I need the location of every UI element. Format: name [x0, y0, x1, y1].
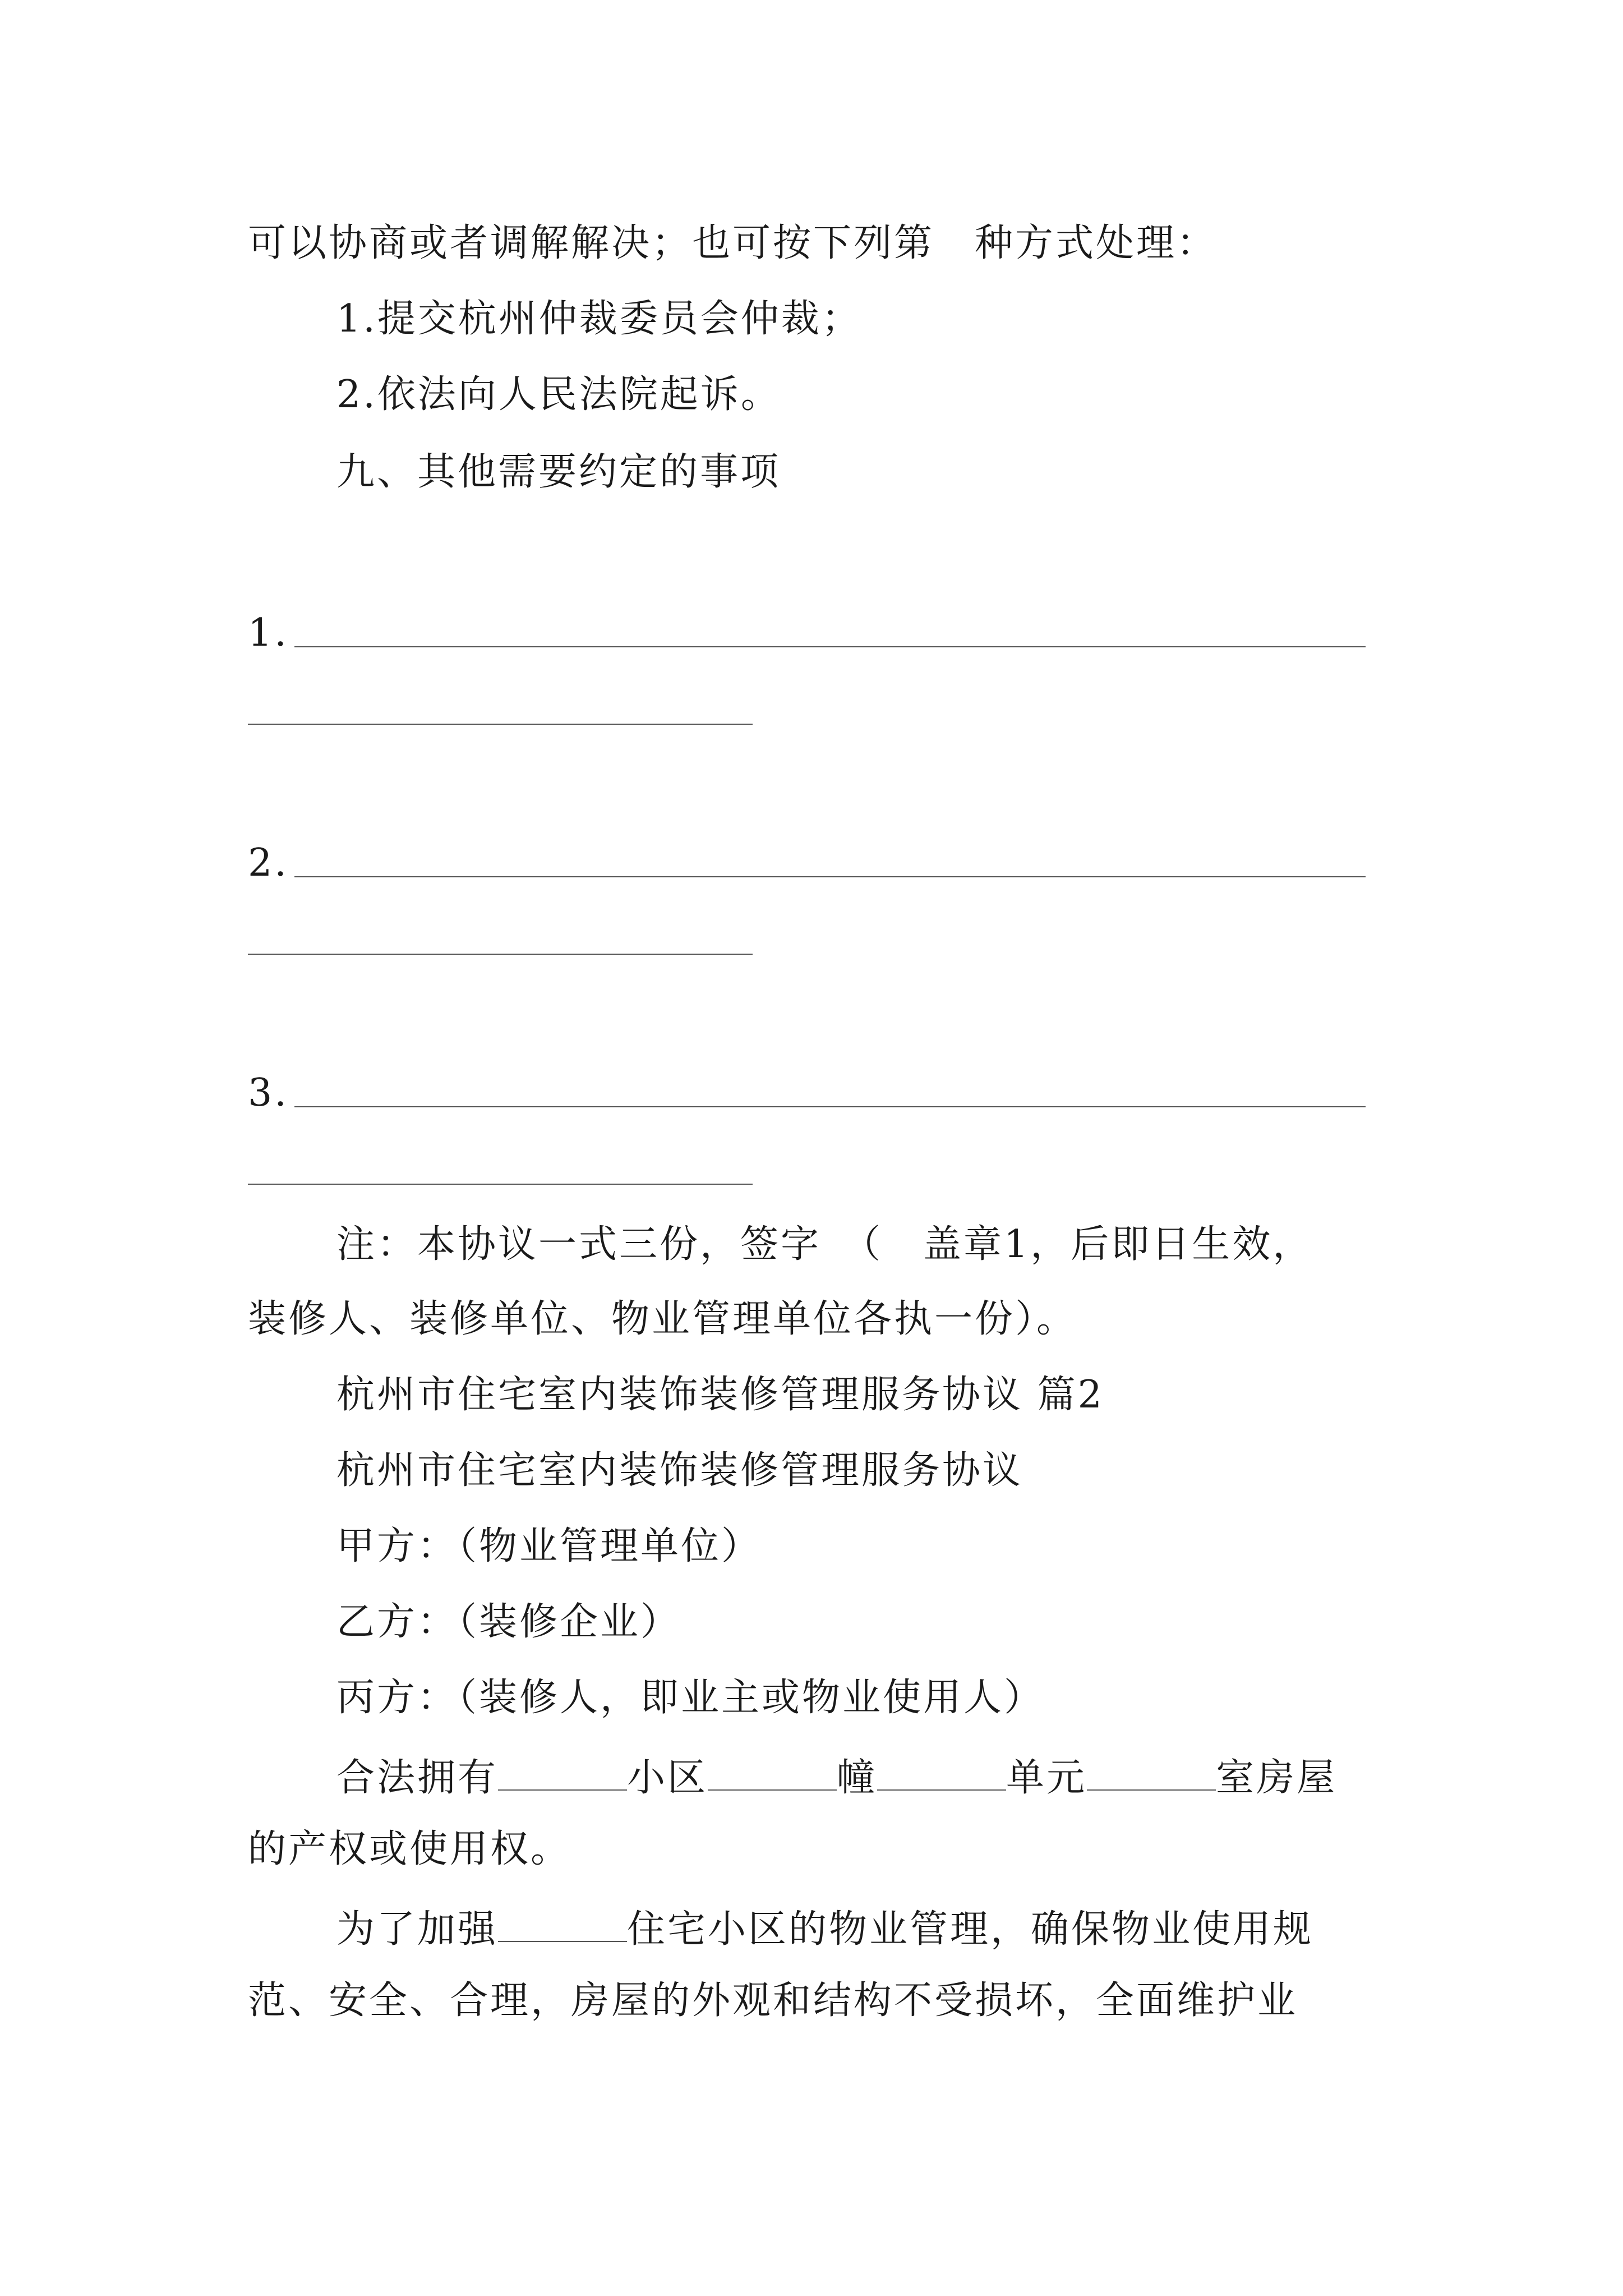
part-heading: 杭州市住宅室内装饰装修管理服务协议 篇2: [336, 1373, 1104, 1417]
text-line: 的产权或使用权。: [248, 1827, 571, 1871]
text-line: 可以协商或者调解解决；也可按下列第 种方式处理：: [248, 221, 1218, 265]
party-a: 甲方：（物业管理单位）: [336, 1524, 762, 1568]
party-c: 丙方：（装修人，即业主或物业使用人）: [336, 1676, 1045, 1720]
ownership-line: [336, 1755, 1338, 1800]
blank-line: [294, 1106, 1366, 1107]
section-heading: 九、其他需要约定的事项: [336, 450, 781, 494]
note-line: 注：本协议一式三份，签字 （ 盖章1，后即日生效，: [336, 1222, 1313, 1267]
text-span: 幢: [837, 1756, 878, 1800]
text-line: 2.依法向人民法院起诉。: [336, 372, 781, 417]
text-span: 单元: [1006, 1756, 1087, 1800]
blank-line: [248, 724, 753, 725]
text-span: 室房屋: [1216, 1756, 1338, 1800]
text-line: 范、安全、合理，房屋的外观和结构不受损坏，全面维护业: [248, 1978, 1298, 2023]
blank-field: [877, 1755, 1006, 1791]
document-title: 杭州市住宅室内装饰装修管理服务协议: [336, 1448, 1023, 1493]
blank-field: [1087, 1755, 1216, 1791]
text-span: 住宅小区的物业管理，确保物业使用规: [627, 1907, 1314, 1952]
purpose-line: [336, 1906, 1314, 1952]
party-b: 乙方：（装修企业）: [336, 1600, 681, 1644]
text-span: 为了加强: [336, 1907, 499, 1952]
blank-field: [708, 1755, 837, 1791]
blank-field: [498, 1755, 627, 1791]
text-span: 合法拥有: [336, 1756, 499, 1800]
note-line: 装修人、装修单位、物业管理单位各执一份）。: [248, 1297, 1077, 1341]
blank-field: [498, 1906, 627, 1942]
item-number: 1.: [248, 611, 289, 655]
item-number: 2.: [248, 841, 289, 885]
text-span: 小区: [627, 1756, 708, 1800]
blank-line: [248, 954, 753, 955]
text-line: 1.提交杭州仲裁委员会仲裁；: [336, 297, 862, 341]
item-number: 3.: [248, 1071, 289, 1115]
blank-line: [248, 1184, 753, 1185]
blank-line: [294, 876, 1366, 877]
blank-line: [294, 646, 1366, 647]
